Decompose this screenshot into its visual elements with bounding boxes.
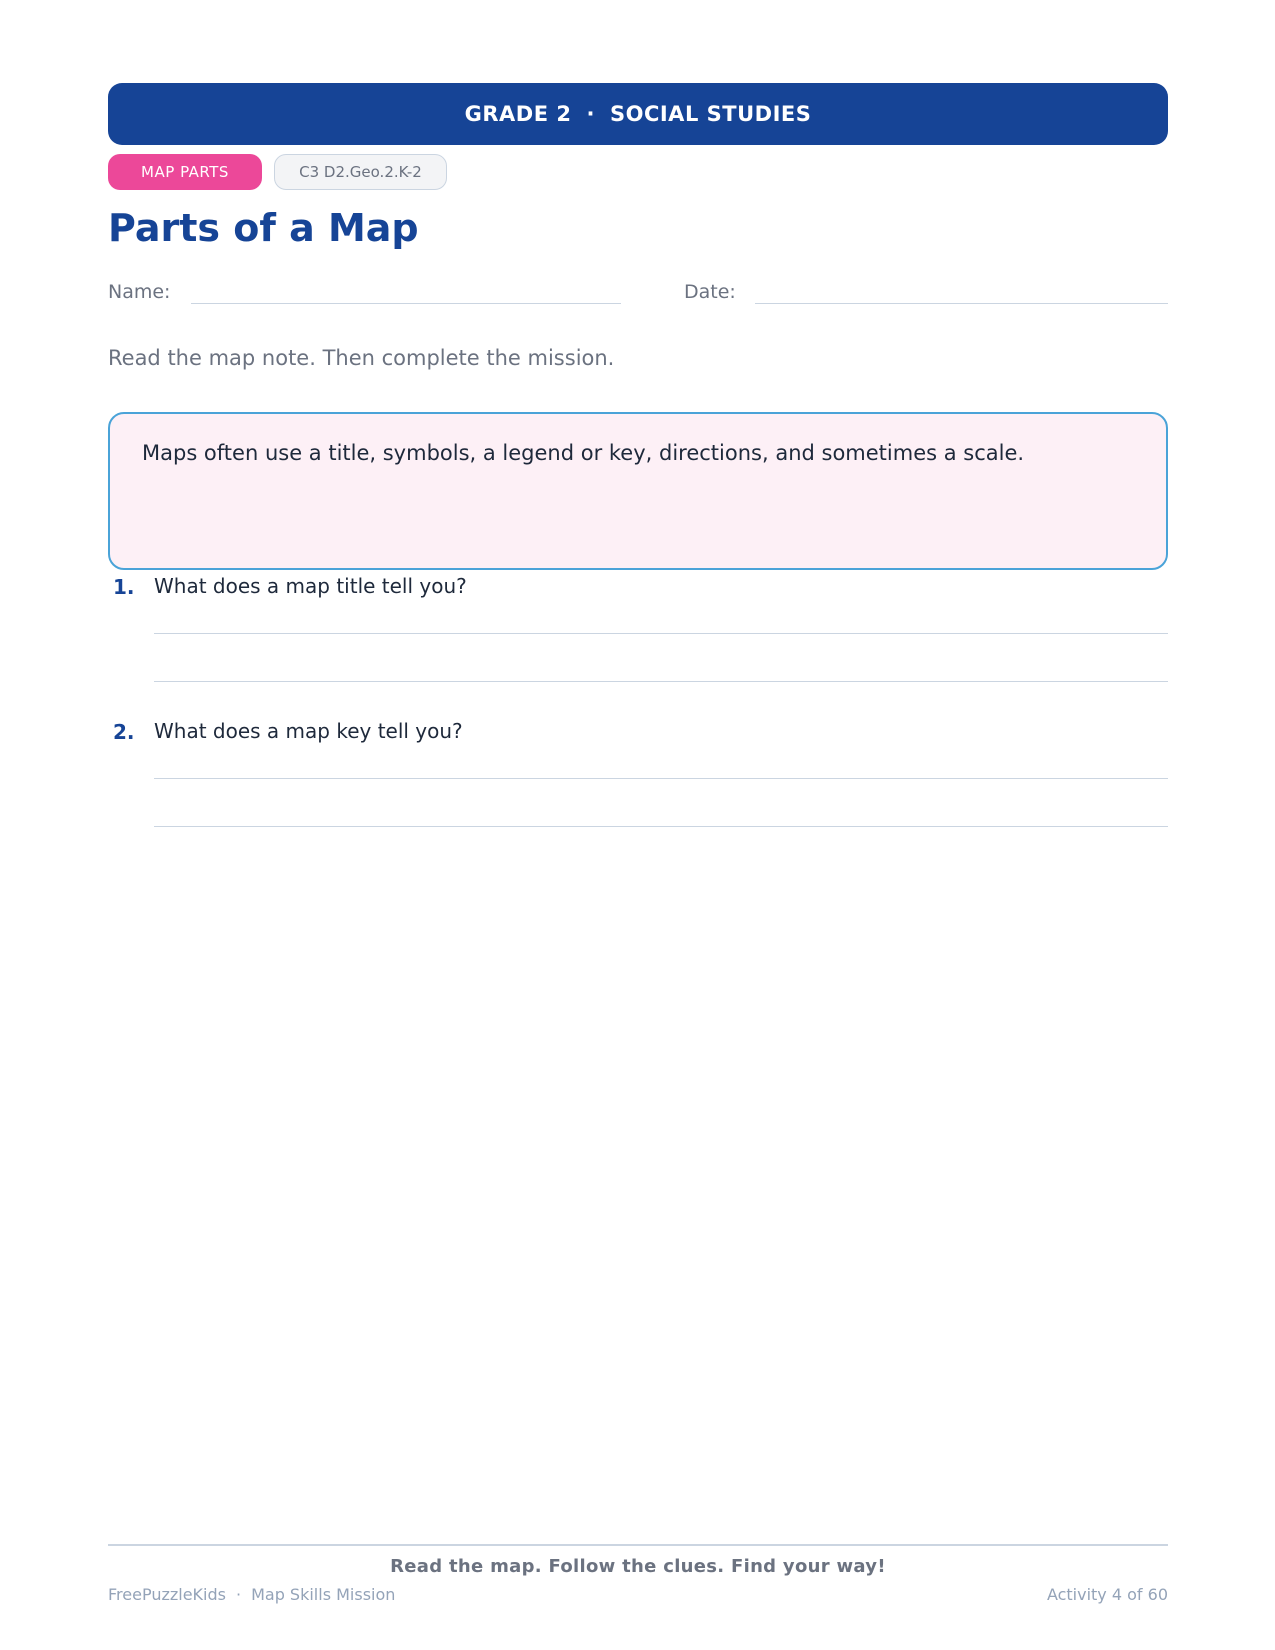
footer-separator: · (235, 1585, 242, 1604)
name-label: Name: (108, 281, 171, 303)
question-text: What does a map key tell you? (154, 719, 463, 743)
name-field[interactable] (191, 303, 621, 304)
map-note-text: Maps often use a title, symbols, a legend or key, directions, and sometimes a scale. (142, 441, 1025, 465)
date-field[interactable] (755, 303, 1168, 304)
answer-line[interactable] (154, 778, 1168, 779)
header-banner (108, 83, 1168, 145)
header-separator: · (586, 102, 595, 126)
page-title: Parts of a Map (108, 206, 419, 250)
question-number: 1. (113, 575, 135, 599)
footer-divider (108, 1544, 1168, 1546)
instructions: Read the map note. Then complete the mission. (108, 346, 615, 370)
grade-label: GRADE 2 (464, 102, 572, 126)
activity-counter: Activity 4 of 60 (1046, 1585, 1168, 1604)
footer-slogan: Read the map. Follow the clues. Find your way! (390, 1556, 886, 1577)
date-label: Date: (684, 281, 736, 303)
topic-tag: MAP PARTS (108, 154, 262, 190)
standard-tag: C3 D2.Geo.2.K-2 (274, 154, 447, 190)
answer-line[interactable] (154, 633, 1168, 634)
subject-label: SOCIAL STUDIES (609, 102, 812, 126)
footer-series: Map Skills Mission (251, 1585, 396, 1604)
answer-line[interactable] (154, 826, 1168, 827)
answer-line[interactable] (154, 681, 1168, 682)
question-text: What does a map title tell you? (154, 574, 467, 598)
question-number: 2. (113, 720, 135, 744)
map-note-box (108, 412, 1168, 570)
footer-brand: FreePuzzleKids (108, 1585, 226, 1604)
footer-credits (108, 1585, 395, 1604)
